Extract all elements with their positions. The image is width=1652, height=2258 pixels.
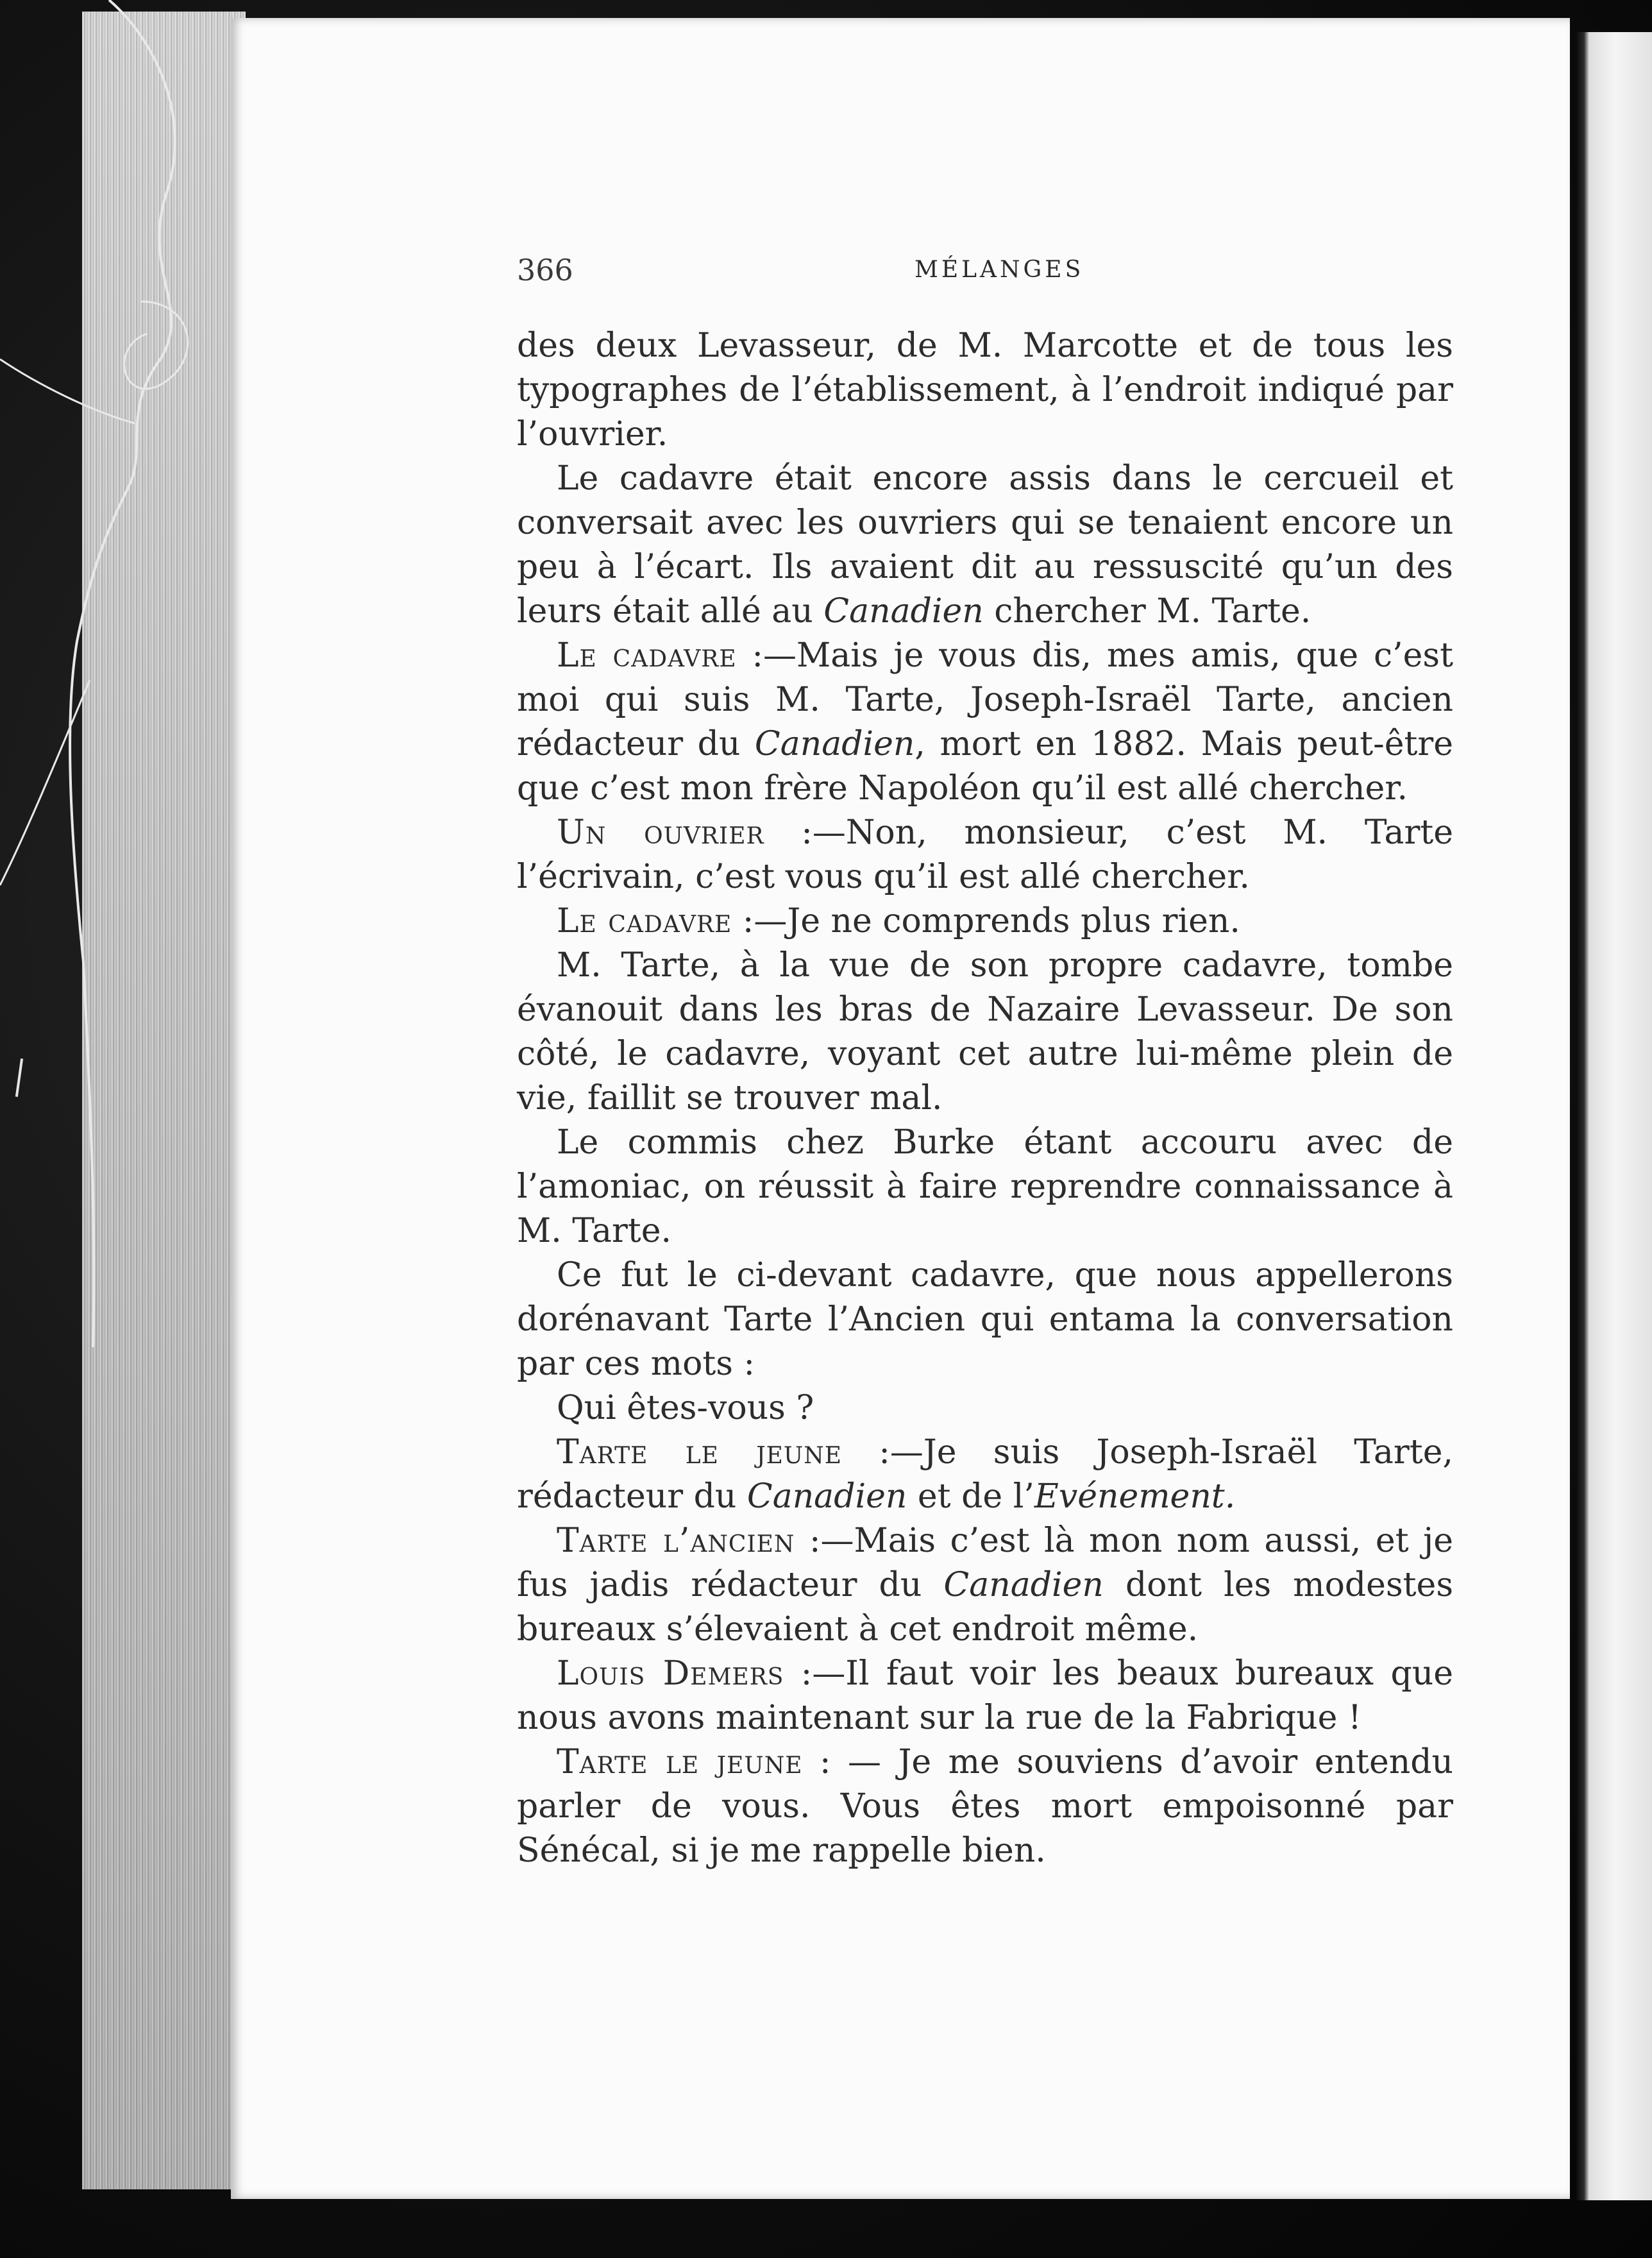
text-run: et de l’: [907, 1477, 1034, 1516]
text-run: :—Non, monsieur, c’est M. Tarte l’écrivain, c’est vous qu’il est allé chercher.: [517, 813, 1454, 896]
paragraph: [517, 899, 1453, 944]
paragraph: [517, 1253, 1453, 1386]
text-run: :—Mais c’est là mon nom aussi, et je fus jadis rédacteur du: [517, 1522, 1454, 1604]
paragraph: [517, 1740, 1453, 1873]
speaker-name: Un ouvrier: [557, 813, 764, 852]
text-run: M. Tarte, à la vue de son propre cadavre, tombe évanouit dans les bras de Nazaire Levasseur. De son côté, le cadavre, voyant cet autre lui-même plein de vie, faillit se trouver mal.: [517, 946, 1453, 1117]
text-run: Le commis chez Burke étant accouru avec de l’amoniac, on réussit à faire reprendre connaissance à M. Tarte.: [517, 1123, 1453, 1250]
speaker-name: Le cadavre: [557, 902, 732, 940]
italic-title: Canadien: [943, 1566, 1104, 1604]
italic-title: Canadien: [754, 725, 915, 763]
text-run: des deux Levasseur, de M. Marcotte et de tous les typographes de l’établissement, à l’endroit indiqué par l’ouvrier.: [517, 327, 1453, 454]
italic-title: Evénement.: [1034, 1477, 1236, 1516]
italic-title: Canadien: [823, 592, 984, 631]
speaker-name: Tarte l’ancien: [557, 1522, 795, 1560]
page-number: 366: [517, 253, 573, 287]
paragraph: [517, 1519, 1453, 1652]
text-run: : — Je me souviens d’avoir entendu parler de vous. Vous êtes mort empoisonné par Sénécal, si je me rappelle bien.: [517, 1743, 1453, 1870]
speaker-name: Le cadavre: [557, 636, 737, 675]
speaker-name: Tarte le jeune: [557, 1743, 803, 1781]
paragraph: [517, 944, 1453, 1121]
facing-page-edge: [1576, 32, 1652, 2200]
book-page-edges: [82, 12, 246, 2189]
text-run: :—Je suis Joseph-Israël Tarte, rédacteur du: [517, 1433, 1453, 1516]
paragraph: [517, 457, 1453, 634]
text-run: Le cadavre était encore assis dans le cercueil et conversait avec les ouvriers qui se tenaient encore un peu à l’écart. Ils avaient dit au ressuscité qu’un des leurs était allé au: [517, 459, 1453, 631]
paragraph: [517, 1652, 1453, 1740]
speaker-name: Louis Demers: [557, 1654, 784, 1693]
paragraph: [517, 1121, 1453, 1253]
text-run: , mort en 1882. Mais peut-être que c’est mon frère Napoléon qu’il est allé chercher.: [517, 725, 1453, 808]
paragraph: [517, 811, 1453, 899]
text-run: Ce fut le ci-devant cadavre, que nous appellerons dorénavant Tarte l’Ancien qui entama la conversation par ces mots :: [517, 1256, 1453, 1383]
page-header: [517, 253, 1460, 291]
text-run: :—Je ne comprends plus rien.: [732, 902, 1240, 940]
text-run: dont les modestes bureaux s’élevaient à cet endroit même.: [517, 1566, 1453, 1649]
text-run: chercher M. Tarte.: [983, 592, 1311, 631]
text-run: Qui êtes-vous ?: [557, 1389, 814, 1427]
text-run: :—Mais je vous dis, mes amis, que c’est moi qui suis M. Tarte, Joseph-Israël Tarte, ancien rédacteur du: [517, 636, 1453, 763]
running-head: MÉLANGES: [914, 257, 1084, 283]
paragraph: [517, 1386, 1453, 1430]
body-text: [517, 324, 1453, 1873]
text-run: :—Il faut voir les beaux bureaux que nous avons maintenant sur la rue de la Fabrique !: [517, 1654, 1453, 1737]
paragraph: [517, 324, 1453, 457]
paragraph: [517, 634, 1453, 811]
speaker-name: Tarte le jeune: [557, 1433, 843, 1472]
paragraph: [517, 1430, 1453, 1519]
italic-title: Canadien: [746, 1477, 907, 1516]
